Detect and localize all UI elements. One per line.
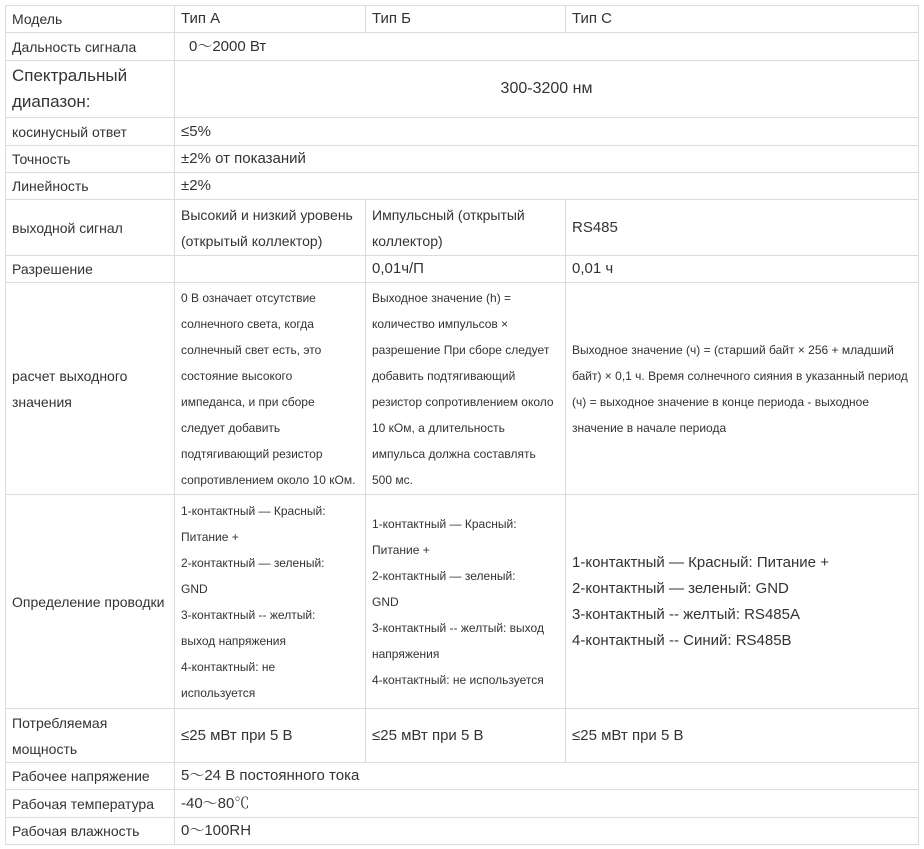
header-model: Модель <box>6 6 175 33</box>
resolution-type-b: 0,01ч/П <box>366 256 566 283</box>
accuracy-label: Точность <box>6 146 175 173</box>
linearity-value: ±2% <box>175 173 919 200</box>
table-row <box>6 6 919 33</box>
table-row <box>6 709 919 763</box>
voltage-value: 5～24 В постоянного тока <box>175 763 919 790</box>
linearity-label: Линейность <box>6 173 175 200</box>
table-row <box>6 495 919 709</box>
power-type-b: ≤25 мВт при 5 В <box>366 709 566 763</box>
table-row <box>6 283 919 495</box>
output-calc-type-a: 0 В означает отсутствие солнечного света, когда солнечный свет есть, это состояние высокого импеданса, и при сборе следует добавить подтягивающий резистор сопротивлением около 10 кОм. <box>175 283 366 495</box>
table-row <box>6 763 919 790</box>
wiring-type-c: 1-контактный — Красный: Питание + 2-контактный — зеленый: GND 3-контактный -- желтый: RS485A 4-контактный -- Синий: RS485B <box>566 495 919 709</box>
accuracy-value: ±2% от показаний <box>175 146 919 173</box>
output-signal-type-a: Высокий и низкий уровень (открытый коллектор) <box>175 200 366 256</box>
table-row <box>6 200 919 256</box>
wiring-label: Определение проводки <box>6 495 175 709</box>
output-calc-label: расчет выходного значения <box>6 283 175 495</box>
spec-table <box>5 5 919 845</box>
table-row <box>6 790 919 818</box>
temperature-value: -40～80℃ <box>175 790 919 818</box>
humidity-value: 0～100RH <box>175 818 919 845</box>
table-row <box>6 33 919 61</box>
table-row <box>6 146 919 173</box>
output-calc-type-b: Выходное значение (h) = количество импульсов × разрешение При сборе следует добавить подтягивающий резистор сопротивлением около 10 кОм, а длительность импульса должна составлять 500 мс. <box>366 283 566 495</box>
signal-range-label: Дальность сигнала <box>6 33 175 61</box>
output-signal-type-b: Импульсный (открытый коллектор) <box>366 200 566 256</box>
table-row <box>6 173 919 200</box>
cosine-response-value: ≤5% <box>175 118 919 146</box>
resolution-label: Разрешение <box>6 256 175 283</box>
header-type-b: Тип Б <box>366 6 566 33</box>
power-type-c: ≤25 мВт при 5 В <box>566 709 919 763</box>
resolution-type-c: 0,01 ч <box>566 256 919 283</box>
spectral-range-value: 300-3200 нм <box>175 61 919 118</box>
temperature-label: Рабочая температура <box>6 790 175 818</box>
resolution-type-a <box>175 256 366 283</box>
output-signal-label: выходной сигнал <box>6 200 175 256</box>
power-type-a: ≤25 мВт при 5 В <box>175 709 366 763</box>
voltage-label: Рабочее напряжение <box>6 763 175 790</box>
power-label: Потребляемая мощность <box>6 709 175 763</box>
table-row <box>6 818 919 845</box>
wiring-type-a: 1-контактный — Красный: Питание + 2-контактный — зеленый: GND 3-контактный -- желтый: выход напряжения 4-контактный: не используется <box>175 495 366 709</box>
cosine-response-label: косинусный ответ <box>6 118 175 146</box>
table-row <box>6 61 919 118</box>
output-signal-type-c: RS485 <box>566 200 919 256</box>
output-calc-type-c: Выходное значение (ч) = (старший байт × 256 + младший байт) × 0,1 ч. Время солнечного сияния в указанный период (ч) = выходное значение в конце периода - выходное значение в начале периода <box>566 283 919 495</box>
humidity-label: Рабочая влажность <box>6 818 175 845</box>
table-row <box>6 118 919 146</box>
wiring-type-b: 1-контактный — Красный: Питание + 2-контактный — зеленый: GND 3-контактный -- желтый: выход напряжения 4-контактный: не используется <box>366 495 566 709</box>
signal-range-value: 0～2000 Вт <box>175 33 919 61</box>
header-type-a: Тип A <box>175 6 366 33</box>
table-row <box>6 256 919 283</box>
header-type-c: Тип С <box>566 6 919 33</box>
spectral-range-label: Спектральный диапазон: <box>6 61 175 118</box>
